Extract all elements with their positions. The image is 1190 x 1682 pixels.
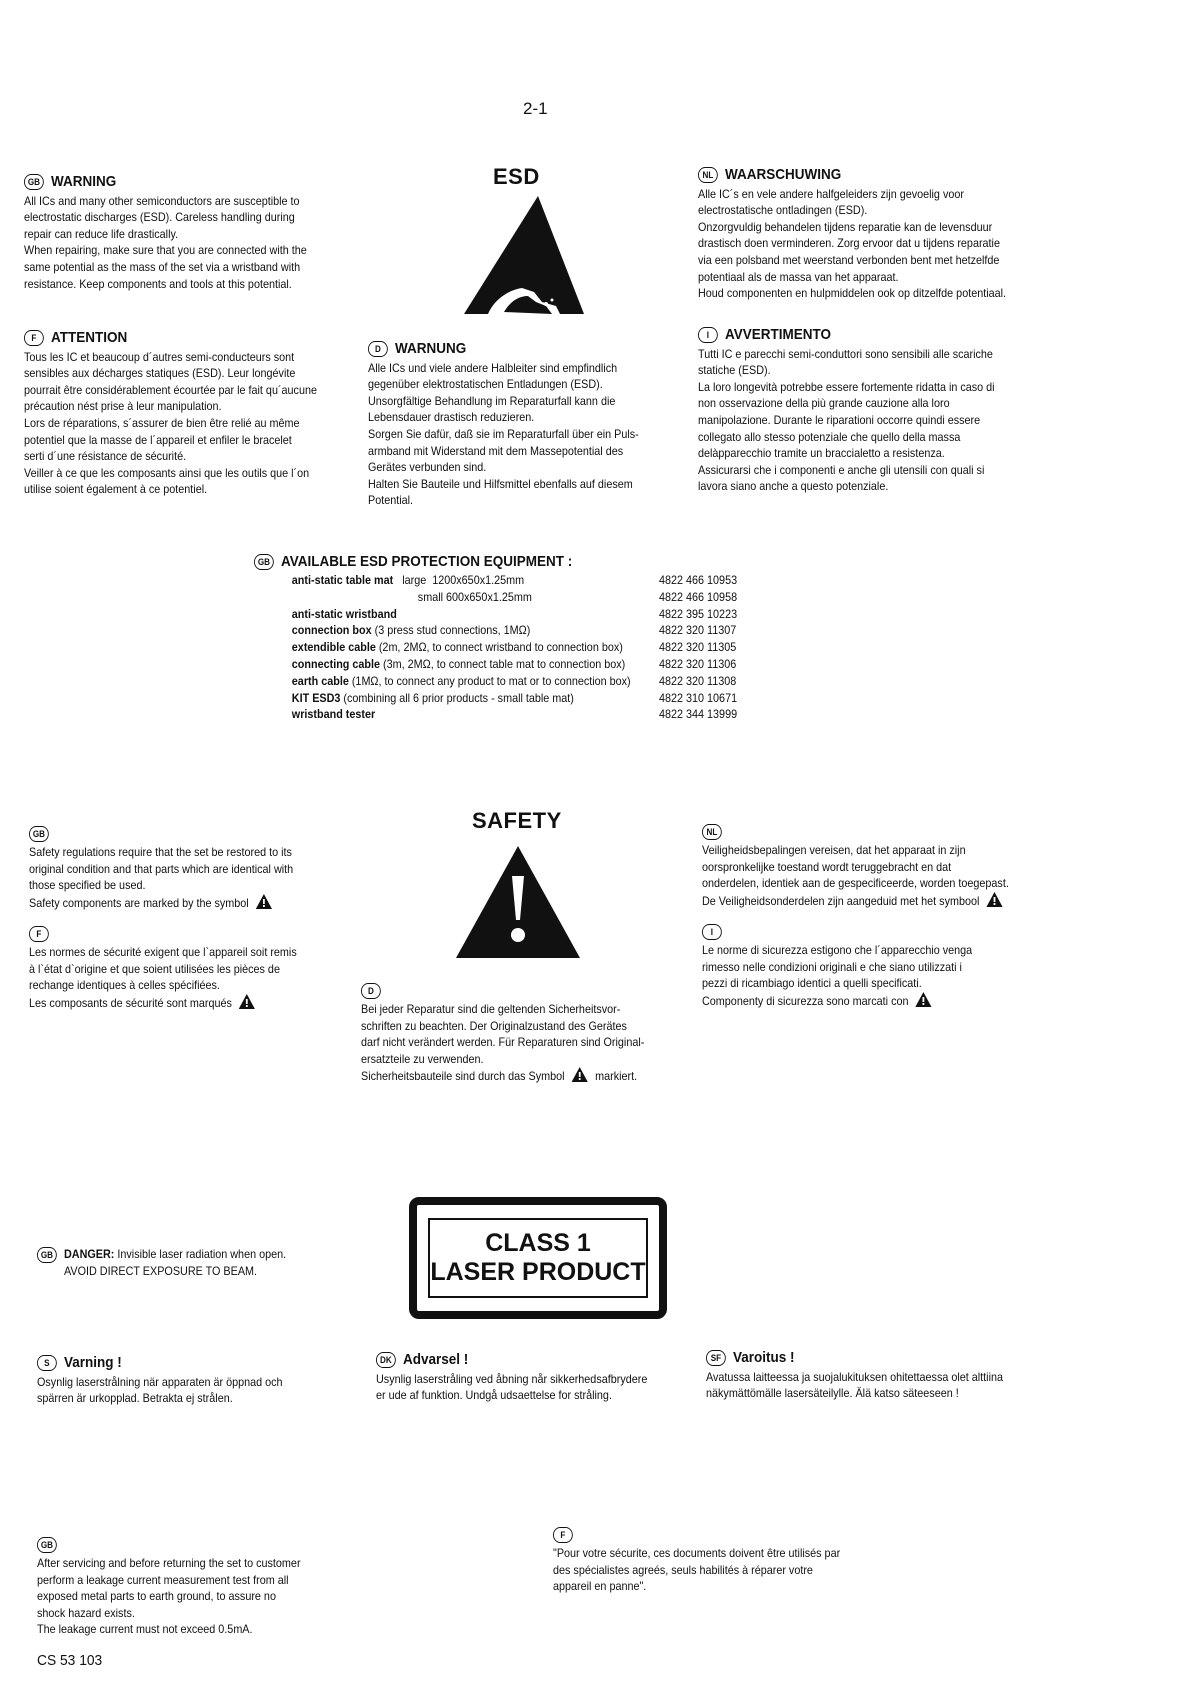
text-line: précaution nést prise à leur manipulation. bbox=[24, 399, 222, 414]
text-line: sensibles aux décharges statiques (ESD). Leur longévite bbox=[24, 366, 296, 381]
text-line: Bei jeder Reparatur sind die geltenden Sicherheitsvor- bbox=[361, 1002, 621, 1016]
laser-label-line1: CLASS 1 bbox=[485, 1229, 591, 1257]
text-line: electrostatic discharges (ESD). Careless handling during bbox=[24, 210, 295, 225]
text-line: pezzi di ricambiago identici a quelli specificati. bbox=[702, 976, 922, 991]
text-line: Onzorgvuldig behandelen tijdens reparatie kan de levensduur bbox=[698, 219, 993, 234]
text-line: Le norme di sicurezza estigono che l´apparecchio venga bbox=[702, 943, 973, 957]
nl-badge: NL bbox=[702, 824, 722, 840]
esd-i-block bbox=[698, 327, 995, 495]
laser-dk-title: Advarsel ! bbox=[403, 1351, 469, 1368]
equipment-code: 4822 320 11305 bbox=[659, 640, 737, 655]
text-line: Halten Sie Bauteile und Hilfsmittel ebenfalls auf diesem bbox=[368, 476, 633, 491]
text-line: spärren är urkopplad. Betrakta ej strålen. bbox=[37, 1391, 233, 1406]
text-line: Avatussa laitteessa ja suojalukituksen ohitettaessa olet alttiina bbox=[706, 1369, 1003, 1384]
gb-badge: GB bbox=[254, 554, 274, 570]
s-badge: S bbox=[37, 1355, 57, 1371]
equipment-section bbox=[254, 553, 737, 723]
esd-nl-block bbox=[698, 167, 1006, 302]
text-line: When repairing, make sure that you are connected with the bbox=[24, 243, 307, 258]
text-line: Invisible laser radiation when open. bbox=[114, 1247, 287, 1261]
text-line: delàpparecchio tramite un braccialetto a resistenza. bbox=[698, 446, 945, 461]
text-line: perform a leakage current measurement test from all bbox=[37, 1572, 289, 1587]
leakage-gb-block bbox=[37, 1537, 301, 1638]
esd-nl-title: WAARSCHUWING bbox=[725, 166, 842, 183]
text-line: schriften zu beachten. Der Originalzustand des Gerätes bbox=[361, 1018, 627, 1033]
text-line: Assicurarsi che i componenti e anche gli utensili con quali si bbox=[698, 462, 985, 477]
text-line: serti d´une résistance de sécurité. bbox=[24, 449, 187, 464]
text-line: Osynlig laserstrålning när apparaten är öppnad och bbox=[37, 1374, 283, 1389]
equipment-title: AVAILABLE ESD PROTECTION EQUIPMENT : bbox=[281, 553, 573, 570]
text-line: Houd componenten en hulpmiddelen ook op ditzelfde potentiaal. bbox=[698, 286, 1007, 301]
text-line: The leakage current must not exceed 0.5mA. bbox=[37, 1622, 253, 1637]
d-badge: D bbox=[368, 341, 388, 357]
safety-i-block bbox=[702, 924, 972, 1009]
text-line: shock hazard exists. bbox=[37, 1605, 135, 1620]
equipment-name: KIT ESD3 bbox=[291, 690, 341, 705]
equipment-code: 4822 320 11307 bbox=[659, 623, 737, 638]
equipment-desc: (1MΩ, to connect any product to mat or to connection box) bbox=[348, 673, 631, 688]
equipment-desc: small 600x650x1.25mm bbox=[417, 589, 532, 604]
safety-gb-block bbox=[29, 826, 293, 911]
text-line: à l`état d`origine et que soient utilisées les pièces de bbox=[29, 961, 280, 976]
text-line: potentiaal als de massa van het apparaat. bbox=[698, 269, 899, 284]
dk-badge: DK bbox=[376, 1352, 396, 1368]
text-line: Tous les IC et beaucoup d´autres semi-conducteurs sont bbox=[24, 349, 295, 364]
equipment-row bbox=[292, 606, 737, 623]
equipment-code: 4822 320 11306 bbox=[659, 656, 737, 671]
equipment-row bbox=[292, 706, 737, 723]
equipment-row bbox=[292, 572, 737, 589]
text-line: Safety regulations require that the set be restored to its bbox=[29, 845, 292, 859]
text-line: exposed metal parts to earth ground, to assure no bbox=[37, 1589, 276, 1604]
warning-symbol-icon bbox=[572, 1067, 588, 1082]
text-line: Usynlig laserstråling ved åbning når sikkerhedsafbrydere bbox=[376, 1371, 648, 1386]
laser-gb-block bbox=[37, 1246, 286, 1279]
text-line: via een polsband met weerstand verbonden bent met hetzelfde bbox=[698, 252, 1000, 267]
text-line: All ICs and many other semiconductors are susceptible to bbox=[24, 193, 300, 208]
text-line: De Veiligheidsonderdelen zijn aangeduid met het symbool bbox=[702, 893, 980, 908]
text-line: appareil en panne". bbox=[553, 1579, 647, 1594]
esd-gb-title: WARNING bbox=[51, 173, 117, 190]
text-line: rimesso nelle condizioni originali e che siano utilizzati i bbox=[702, 959, 962, 974]
f-badge: F bbox=[553, 1527, 573, 1543]
text-line: näkymättömälle lasersäteilylle. Älä katso säteeseen ! bbox=[706, 1386, 959, 1401]
text-line: potentiel que la masse de l´appareil et enfiler le bracelet bbox=[24, 432, 292, 447]
text-line: Les normes de sécurité exigent que l`appareil soit remis bbox=[29, 945, 297, 959]
equipment-code: 4822 310 10671 bbox=[659, 690, 738, 705]
text-line: AVOID DIRECT EXPOSURE TO BEAM. bbox=[64, 1263, 258, 1278]
text-line: Gerätes verbunden sind. bbox=[368, 460, 487, 475]
esd-i-title: AVVERTIMENTO bbox=[725, 326, 832, 343]
text-line: collegato allo stesso potenziale che quello della massa bbox=[698, 429, 961, 444]
i-badge: I bbox=[698, 327, 718, 343]
text-line: Veiligheidsbepalingen vereisen, dat het apparaat in zijn bbox=[702, 843, 966, 857]
esd-title: ESD bbox=[493, 164, 540, 189]
esd-d-title: WARNUNG bbox=[395, 340, 467, 357]
text-line: rechange identiques à celles spécifiées. bbox=[29, 978, 220, 993]
danger-label: DANGER: bbox=[64, 1247, 115, 1261]
text-line: Componenty di sicurezza sono marcati con bbox=[702, 993, 909, 1008]
esd-f-block bbox=[24, 330, 317, 498]
page-number: 2-1 bbox=[523, 99, 548, 118]
text-line: La loro longevità potrebbe essere fortemente ridatta in caso di bbox=[698, 379, 995, 394]
equipment-code: 4822 466 10958 bbox=[659, 589, 738, 604]
text-line: electrostatische ontladingen (ESD). bbox=[698, 203, 868, 218]
f-badge: F bbox=[29, 926, 49, 942]
text-line: Potential. bbox=[368, 493, 414, 508]
esd-gb-block bbox=[24, 174, 307, 292]
equipment-code: 4822 344 13999 bbox=[659, 707, 738, 722]
equipment-code: 4822 466 10953 bbox=[659, 573, 738, 587]
text-line: Lors de réparations, s´assurer de bien être relié au même bbox=[24, 415, 300, 430]
text-line: lavora siano anche a questo potenziale. bbox=[698, 479, 889, 494]
laser-s-title: Varning ! bbox=[64, 1354, 122, 1371]
text-line: "Pour votre sécurite, ces documents doivent être utilisés par bbox=[553, 1546, 841, 1560]
gb-badge: GB bbox=[37, 1247, 57, 1263]
text-line: darf nicht verändert werden. Für Reparaturen sind Original- bbox=[361, 1035, 645, 1050]
equipment-desc: (2m, 2MΩ, to connect wristband to connection box) bbox=[375, 640, 623, 655]
gb-badge: GB bbox=[29, 826, 49, 842]
equipment-name: anti-static table mat bbox=[291, 573, 394, 587]
equipment-desc: (3 press stud connections, 1MΩ) bbox=[371, 623, 531, 638]
text-line: Unsorgfältige Behandlung im Reparaturfall kann die bbox=[368, 393, 616, 408]
text-line: Alle ICs und viele andere Halbleiter sind empfindlich bbox=[368, 360, 618, 375]
text-line: Lebensdauer drastisch reduzieren. bbox=[368, 410, 535, 425]
text-line: onderdelen, identiek aan de gespecificeerde, worden toegepast. bbox=[702, 876, 1009, 891]
text-line: ersatzteile zu verwenden. bbox=[361, 1051, 484, 1066]
text-line: utilise soient également à ce potentiel. bbox=[24, 482, 208, 497]
safety-f-block bbox=[29, 926, 297, 1011]
equipment-row bbox=[292, 656, 737, 673]
class1-laser-label bbox=[409, 1197, 667, 1319]
laser-label-line2: LASER PRODUCT bbox=[430, 1258, 646, 1286]
text-line: Sorgen Sie dafür, daß sie im Reparaturfall über ein Puls- bbox=[368, 426, 639, 441]
i-badge: I bbox=[702, 924, 722, 940]
text-line: Tutti IC e parecchi semi-conduttori sono sensibili alle scariche bbox=[698, 346, 993, 361]
esd-d-block bbox=[368, 341, 639, 509]
leakage-f-block bbox=[553, 1527, 840, 1595]
text-line: Veiller à ce que les composants ainsi que les outils que l´on bbox=[24, 465, 310, 480]
text-line: Les composants de sécurité sont marqués bbox=[29, 995, 232, 1010]
text-line: same potential as the mass of the set via a wristband with bbox=[24, 259, 301, 274]
equipment-desc: large 1200x650x1.25mm bbox=[393, 573, 525, 587]
text-line: pourrait être considérablement écourtée par le fait qu´aucune bbox=[24, 382, 317, 397]
text-line: oorspronkelijke toestand wordt teruggebracht en dat bbox=[702, 859, 952, 874]
laser-sf-block bbox=[706, 1350, 1003, 1402]
text-line: gegenüber elektrostatischen Entladungen (ESD). bbox=[368, 377, 603, 392]
text-line: Safety components are marked by the symbol bbox=[29, 895, 249, 910]
text-line: resistance. Keep components and tools at this potential. bbox=[24, 276, 292, 291]
d-badge: D bbox=[361, 983, 381, 999]
text-line: manipolazione. Durante le riparationi occorre quindi essere bbox=[698, 412, 981, 427]
footer-code: CS 53 103 bbox=[37, 1652, 103, 1669]
equipment-name: earth cable bbox=[291, 673, 349, 688]
text-line: original condition and that parts which are identical with bbox=[29, 861, 294, 876]
equipment-desc: (3m, 2MΩ, to connect table mat to connection box) bbox=[380, 656, 626, 671]
text-line: non osservazione della più grande cauzione alla loro bbox=[698, 396, 950, 411]
text-line: armband mit Widerstand mit dem Massepotential des bbox=[368, 443, 624, 458]
equipment-name: extendible cable bbox=[291, 640, 376, 655]
text-line: Sicherheitsbauteile sind durch das Symbol bbox=[361, 1069, 565, 1084]
equipment-row bbox=[292, 622, 737, 639]
laser-dk-block bbox=[376, 1352, 647, 1404]
f-badge: F bbox=[24, 330, 44, 346]
text-line: des spécialistes agreés, seuls habilités à réparer votre bbox=[553, 1562, 813, 1577]
text-line: those specified be used. bbox=[29, 878, 146, 893]
warning-symbol-icon bbox=[239, 994, 255, 1009]
gb-badge: GB bbox=[24, 174, 44, 190]
text-line: statiche (ESD). bbox=[698, 363, 771, 378]
equipment-code: 4822 395 10223 bbox=[659, 606, 738, 621]
gb-badge: GB bbox=[37, 1537, 57, 1553]
equipment-name: connecting cable bbox=[291, 656, 381, 671]
equipment-desc: (combining all 6 prior products - small table mat) bbox=[340, 690, 574, 705]
equipment-code: 4822 320 11308 bbox=[659, 673, 737, 688]
text-line: Alle IC´s en vele andere halfgeleiders zijn gevoelig voor bbox=[698, 186, 964, 201]
text-line: After servicing and before returning the set to customer bbox=[37, 1556, 301, 1570]
text-line: er ude af funktion. Undgå udsaettelse for stråling. bbox=[376, 1388, 612, 1403]
warning-symbol-icon bbox=[256, 894, 272, 909]
equipment-row bbox=[292, 690, 737, 707]
esd-f-title: ATTENTION bbox=[51, 329, 128, 346]
laser-sf-title: Varoitus ! bbox=[733, 1349, 795, 1366]
safety-d-block bbox=[361, 983, 644, 1085]
sf-badge: SF bbox=[706, 1350, 726, 1366]
text-line: repair can reduce life drastically. bbox=[24, 226, 179, 241]
warning-symbol-icon bbox=[987, 892, 1003, 907]
safety-title: SAFETY bbox=[472, 808, 562, 833]
esd-warning-icon bbox=[448, 192, 588, 316]
equipment-name: wristband tester bbox=[291, 707, 376, 722]
nl-badge: NL bbox=[698, 167, 718, 183]
text-line: markiert. bbox=[595, 1069, 638, 1084]
equipment-name: anti-static wristband bbox=[291, 606, 397, 621]
warning-symbol-icon bbox=[916, 992, 932, 1007]
text-line: drastisch doen verminderen. Zorg ervoor dat u tijdens reparatie bbox=[698, 236, 1000, 251]
equipment-row bbox=[292, 673, 737, 690]
equipment-name: connection box bbox=[291, 623, 372, 638]
safety-nl-block bbox=[702, 824, 1009, 909]
safety-warning-icon bbox=[453, 842, 583, 960]
laser-s-block bbox=[37, 1355, 283, 1407]
equipment-row bbox=[292, 639, 737, 656]
equipment-row bbox=[292, 589, 737, 606]
